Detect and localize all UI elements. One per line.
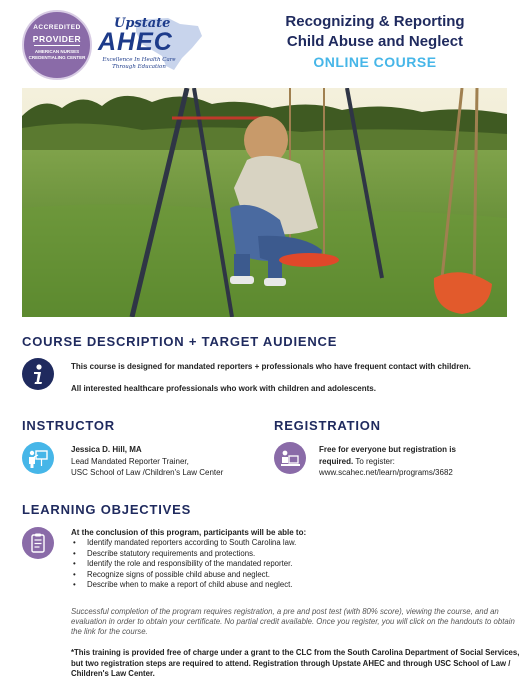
laptop-user-icon bbox=[274, 442, 306, 474]
title-line3: ONLINE COURSE bbox=[313, 54, 437, 70]
instructor-heading: INSTRUCTOR bbox=[22, 418, 115, 433]
info-icon bbox=[22, 358, 54, 390]
badge-line3: AMERICAN NURSES CREDENTIALING CENTER bbox=[28, 49, 86, 60]
clipboard-icon bbox=[22, 527, 54, 559]
list-item: • Identify the role and responsibility of the mandated reporter. bbox=[71, 559, 296, 570]
upstate-ahec-logo bbox=[96, 14, 206, 80]
instructor-title: Lead Mandated Reporter Trainer, bbox=[71, 457, 189, 466]
logo-ahec: AHEC bbox=[98, 28, 173, 56]
registration-line1: Free for everyone but registration is bbox=[319, 445, 456, 454]
logo-upstate: Upstate bbox=[114, 16, 171, 31]
accredited-provider-badge bbox=[22, 10, 92, 80]
hero-photo bbox=[22, 88, 507, 317]
description-line2: All interested healthcare professionals who work with children and adolescents. bbox=[71, 384, 376, 393]
instructor-org: USC School of Law /Children's Law Center bbox=[71, 468, 224, 477]
title-line2: Child Abuse and Neglect bbox=[286, 33, 464, 50]
list-item: • Identify mandated reporters according to South Carolina law. bbox=[71, 538, 296, 549]
list-item: • Describe when to make a report of child abuse and neglect. bbox=[71, 580, 296, 591]
presenter-icon bbox=[22, 442, 54, 474]
instructor-name: Jessica D. Hill, MA bbox=[71, 445, 142, 454]
badge-line2: PROVIDER bbox=[32, 34, 82, 44]
title-line1: Recognizing & Reporting bbox=[285, 13, 465, 30]
objectives-list bbox=[71, 538, 296, 591]
description-line1: This course is designed for mandated reporters + professionals who have frequent contact with children. bbox=[71, 362, 471, 371]
header bbox=[0, 0, 528, 86]
page-title bbox=[230, 12, 520, 72]
registration-url[interactable]: www.scahec.net/learn/programs/3682 bbox=[319, 468, 453, 477]
registration-heading: REGISTRATION bbox=[274, 418, 381, 433]
registration-line2: required. bbox=[319, 457, 354, 466]
objectives-intro: At the conclusion of this program, participants will be able to: bbox=[71, 528, 307, 537]
objectives-heading: LEARNING OBJECTIVES bbox=[22, 502, 192, 517]
description-heading: COURSE DESCRIPTION + TARGET AUDIENCE bbox=[22, 334, 338, 349]
registration-line2b: To register: bbox=[353, 457, 395, 466]
logo-tagline: Excellence In Health Care Through Education bbox=[102, 57, 176, 70]
list-item: • Recognize signs of possible child abuse and neglect. bbox=[71, 570, 296, 581]
footer-note: *This training is provided free of charge under a grant to the CLC from the South Carolina Department of Social Services, but two registration steps are required to attend. Registration through Upstate AHEC and through USC School of Law / Children's Law Center. bbox=[71, 648, 520, 678]
list-item: • Describe statutory requirements and protections. bbox=[71, 549, 296, 560]
badge-line1: ACCREDITED bbox=[33, 24, 81, 31]
registration-line2-wrap bbox=[319, 456, 395, 467]
completion-note: Successful completion of the program requires registration, a pre and post test (with 80% score), viewing the course, and an evaluation in order to obtain your certificate. No partial credit available. Once you register, you will click on the handouts to obtain the link for the course. bbox=[71, 607, 515, 636]
